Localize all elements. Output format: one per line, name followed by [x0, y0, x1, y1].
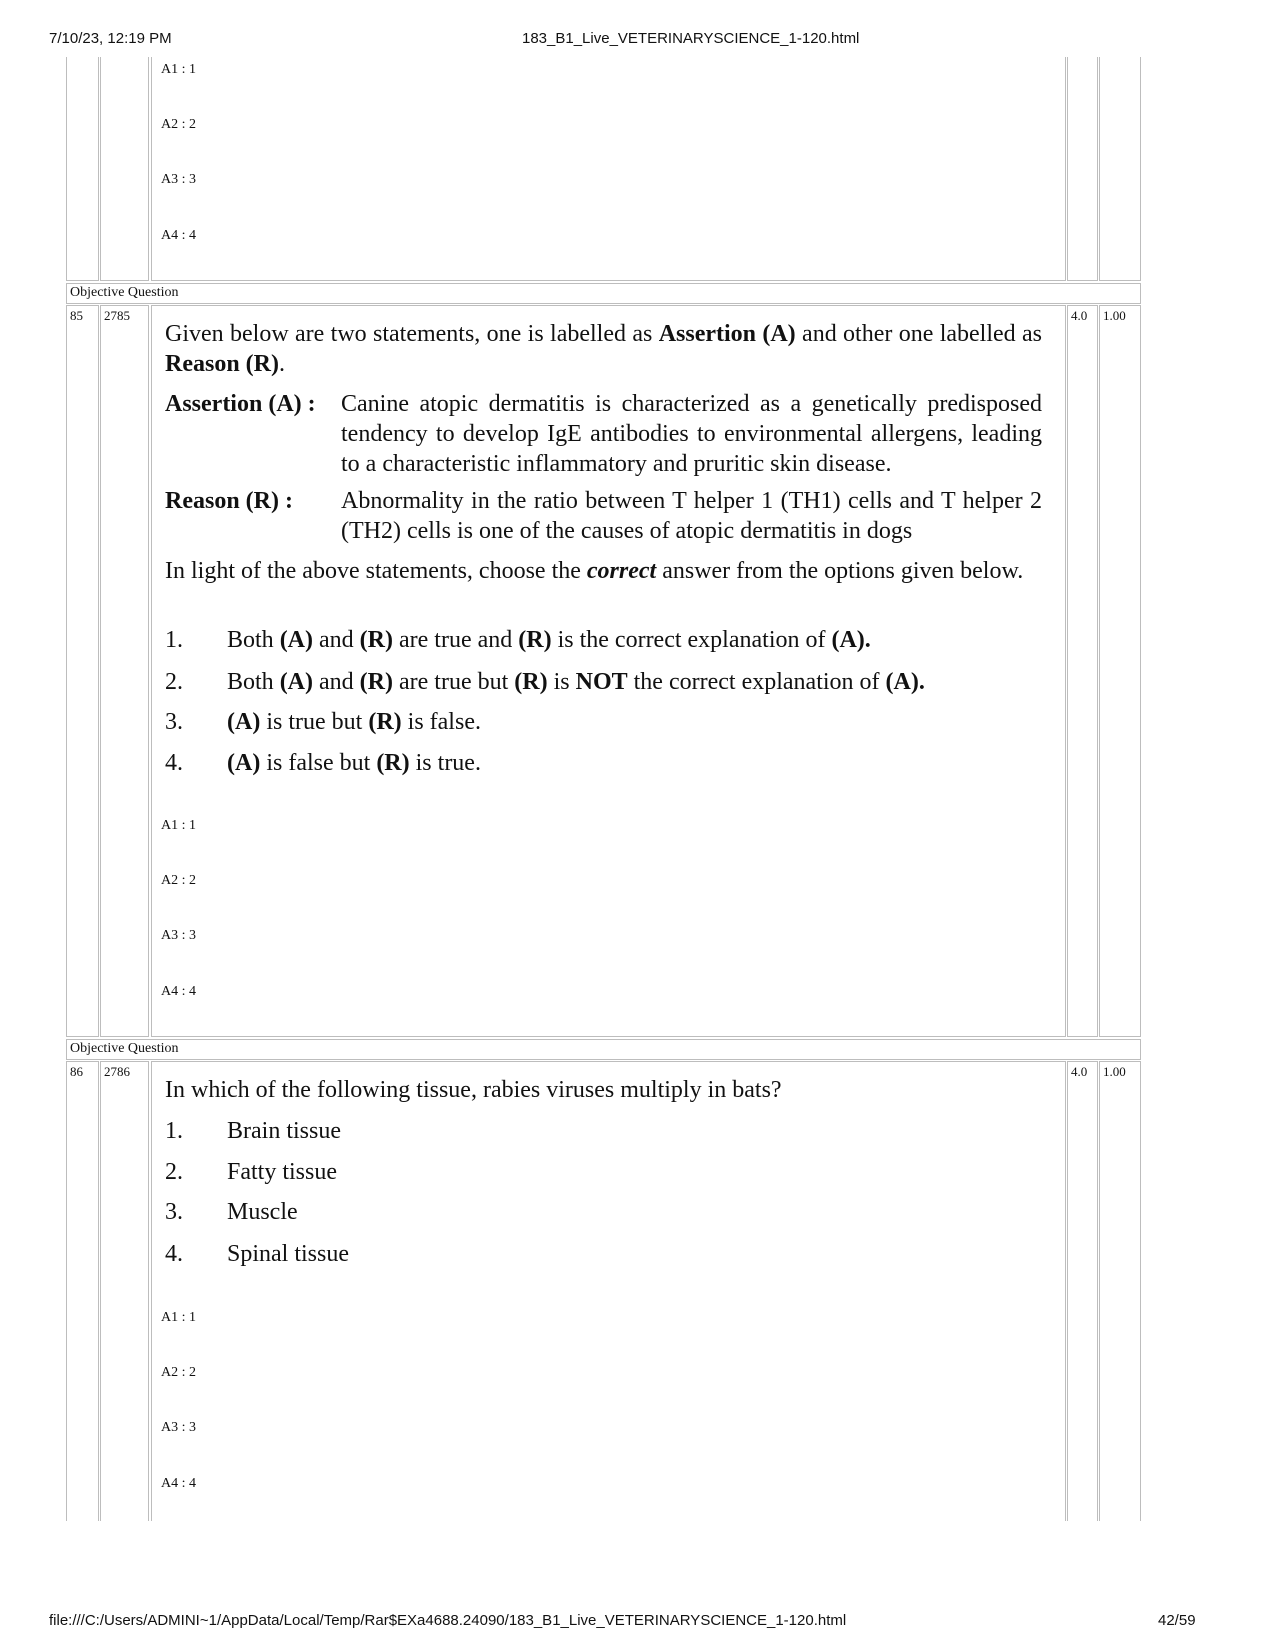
print-datetime: 7/10/23, 12:19 PM: [49, 30, 172, 47]
question-type-label: Objective Question: [70, 285, 179, 300]
option-text: Muscle: [227, 1199, 298, 1225]
answer-option-4: A4 : 4: [161, 984, 196, 999]
marks-cell: [1067, 305, 1098, 1037]
question-type-row: [66, 1039, 1141, 1060]
qid-cell: [100, 57, 149, 281]
answer-option-4: A4 : 4: [161, 1476, 196, 1491]
assertion-label: Assertion (A) :: [165, 391, 316, 417]
serial-cell: [66, 1061, 99, 1521]
option-text: Both (A) and (R) are true and (R) is the correct explanation of (A).: [227, 627, 871, 653]
qid-cell: [100, 1061, 149, 1521]
option-2: [165, 667, 1042, 697]
option-text: (A) is true but (R) is false.: [227, 709, 481, 735]
answer-option-3: A3 : 3: [161, 172, 196, 187]
option-number: 2.: [165, 1159, 183, 1185]
negative-cell: [1099, 1061, 1141, 1521]
option-text: Brain tissue: [227, 1118, 341, 1144]
answer-option-2: A2 : 2: [161, 117, 196, 132]
answer-option-3: A3 : 3: [161, 928, 196, 943]
question-cell: [151, 57, 1066, 281]
option-4: [165, 1239, 1042, 1269]
answer-option-1: A1 : 1: [161, 1310, 196, 1325]
question-serial: 85: [70, 308, 83, 323]
option-number: 4.: [165, 750, 183, 776]
question-type-row: [66, 283, 1141, 304]
answer-option-2: A2 : 2: [161, 1365, 196, 1380]
page-number: 42/59: [1158, 1612, 1196, 1629]
option-1: [165, 1116, 1042, 1146]
serial-cell: [66, 305, 99, 1037]
option-number: 3.: [165, 1199, 183, 1225]
option-3: [165, 1197, 1042, 1227]
question-serial: 86: [70, 1064, 83, 1079]
question-marks: 4.0: [1071, 308, 1088, 323]
question-text: In which of the following tissue, rabies viruses multiply in bats?: [165, 1077, 782, 1103]
negative-cell: [1099, 57, 1141, 281]
document-title: 183_B1_Live_VETERINARYSCIENCE_1-120.html: [522, 30, 860, 47]
reason-text: Abnormality in the ratio between T helper 1 (TH1) cells and T helper 2 (TH2) cells is one of the causes of atopic dermatitis in dogs: [341, 488, 1042, 544]
negative-marks: 1.00: [1103, 1064, 1126, 1079]
option-text: Spinal tissue: [227, 1241, 350, 1267]
answer-option-1: A1 : 1: [161, 62, 196, 77]
serial-cell: [66, 57, 99, 281]
assertion-text: Canine atopic dermatitis is characterized as a genetically predisposed tendency to develop IgE antibodies to environmental allergens, leading to a characteristic inflammatory and pruritic skin disease.: [341, 391, 1042, 477]
question-id: 2786: [104, 1064, 130, 1079]
option-2: [165, 1157, 1042, 1187]
reason-label: Reason (R) :: [165, 488, 293, 514]
answer-option-3: A3 : 3: [161, 1420, 196, 1435]
negative-marks: 1.00: [1103, 308, 1126, 323]
option-4: [165, 748, 1042, 778]
marks-cell: [1067, 57, 1098, 281]
marks-cell: [1067, 1061, 1098, 1521]
instruction-text: In light of the above statements, choose the correct answer from the options given below.: [165, 558, 1024, 584]
option-number: 2.: [165, 669, 183, 695]
option-number: 1.: [165, 627, 183, 653]
question-type-label: Objective Question: [70, 1041, 179, 1056]
option-number: 3.: [165, 709, 183, 735]
option-text: Both (A) and (R) are true but (R) is NOT the correct explanation of (A).: [227, 669, 925, 695]
option-1: [165, 625, 1042, 655]
question-intro: Given below are two statements, one is labelled as Assertion (A) and other one labelled as Reason (R).: [165, 321, 1043, 377]
option-3: [165, 707, 1042, 737]
file-path: file:///C:/Users/ADMINI~1/AppData/Local/Temp/Rar$EXa4688.24090/183_B1_Live_VETERINARYSCIENCE_1-120.html: [49, 1612, 847, 1629]
option-text: (A) is false but (R) is true.: [227, 750, 481, 776]
question-marks: 4.0: [1071, 1064, 1088, 1079]
question-id: 2785: [104, 308, 130, 323]
answer-option-2: A2 : 2: [161, 873, 196, 888]
option-text: Fatty tissue: [227, 1159, 338, 1185]
negative-cell: [1099, 305, 1141, 1037]
answer-option-4: A4 : 4: [161, 228, 196, 243]
option-number: 1.: [165, 1118, 183, 1144]
qid-cell: [100, 305, 149, 1037]
option-number: 4.: [165, 1241, 183, 1267]
answer-option-1: A1 : 1: [161, 818, 196, 833]
